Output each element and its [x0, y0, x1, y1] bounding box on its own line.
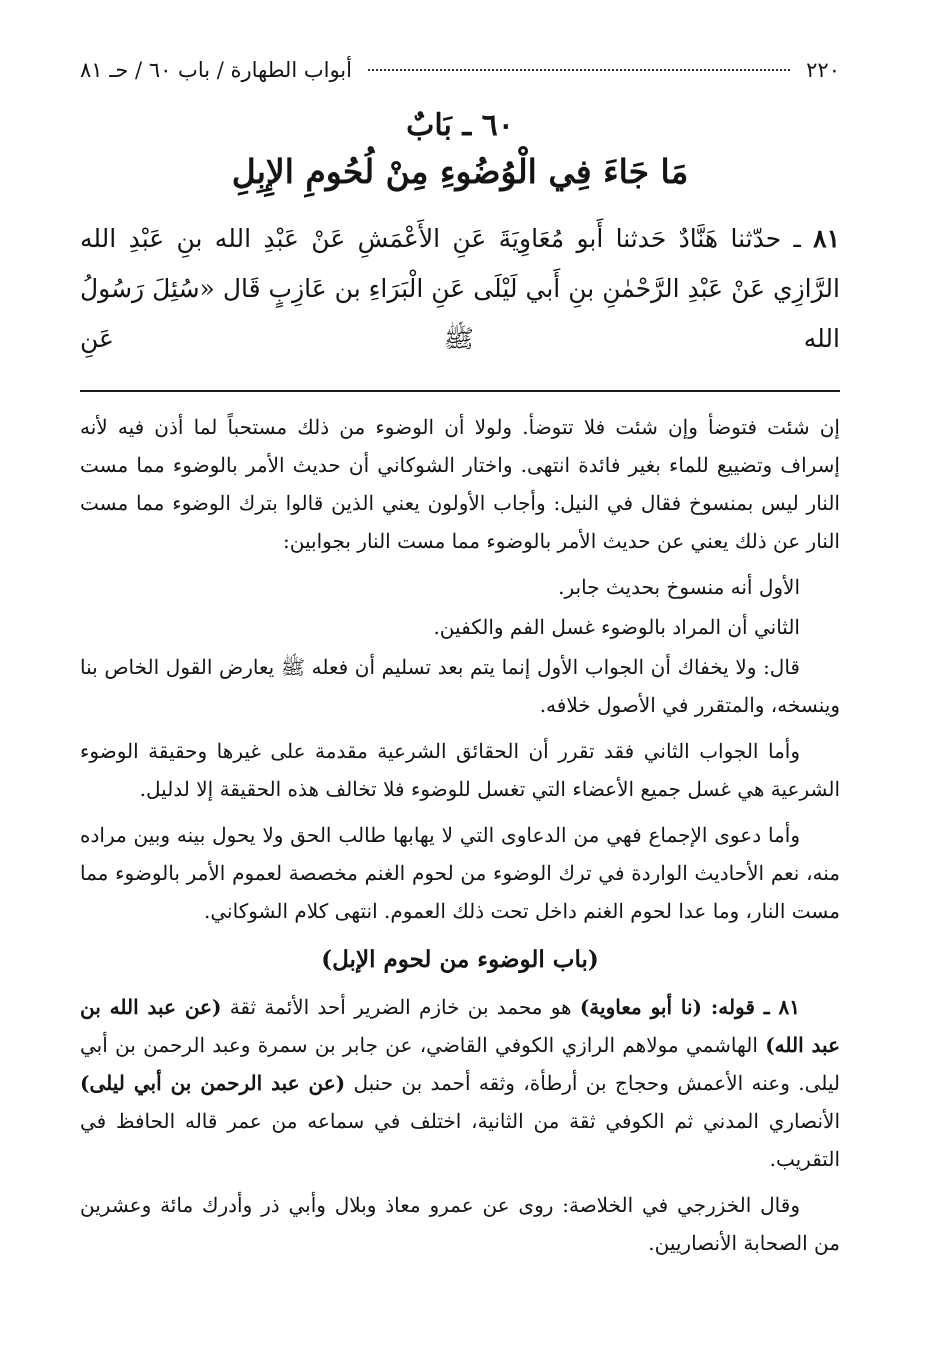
commentary-paragraph: قال: ولا يخفاك أن الجواب الأول إنما يتم بعد تسليم أن فعله ﷺ يعارض القول الخاص بنا وينسخه، والمتقرر في الأصول خلافه.	[80, 655, 840, 717]
page-number: ٢٢٠	[806, 58, 840, 82]
footnote-separator	[80, 390, 840, 392]
chapter-title: مَا جَاءَ فِي الْوُضُوءِ مِنْ لُحُومِ الإِبِلِ	[231, 152, 689, 191]
section-heading: (باب الوضوء من لحوم الإبل)	[321, 946, 599, 973]
narrator-note: الهاشمي مولاهم الرازي الكوفي القاضي، عن جابر بن سمرة وعبد الرحمن بن أبي ليلى. وعنه الأعمش وحجاج بن أرطأة، وثقه أحمد بن حنبل	[80, 1033, 840, 1095]
book-page	[80, 58, 840, 1308]
chapter-reference: أبواب الطهارة / باب ٦٠ / حـ ٨١	[80, 58, 352, 82]
commentary-point-second: الثاني أن المراد بالوضوء غسل الفم والكفين.	[433, 615, 800, 639]
quoted-narrator: (عن عبد الله بن عبد الله)	[80, 995, 841, 1057]
quoted-narrator: ٨١ ـ قوله: (نا أبو معاوية)	[579, 995, 801, 1019]
chapter-number: ٦٠ ـ بَابٌ	[406, 108, 514, 143]
commentary-paragraph: إن شئت فتوضأ وإن شئت فلا تتوضأ. ولولا أن الوضوء من ذلك مستحباً لما أذن فيه لأنه إسراف وتضييع للماء بغير فائدة انتهى. واختار الشوكاني أن حديث الأمر بالوضوء مما مست النار ليس بمنسوخ فقال في النيل: وأجاب الأولون يعني الذين قالوا بترك الوضوء مما مست النار عن ذلك يعني عن حديث الأمر بالوضوء مما مست النار بجوابين:	[80, 415, 840, 553]
narrator-note: هو محمد بن خازم الضرير أحد الأئمة ثقة	[221, 995, 580, 1019]
commentary-point-first: الأول أنه منسوخ بحديث جابر.	[558, 575, 800, 599]
hadith-number: ٨١	[813, 224, 841, 253]
narrator-note: الأنصاري المدني ثم الكوفي ثقة من الثانية، اختلف في سماعه من عمر قاله الحافظ في التقريب.	[80, 1109, 840, 1171]
running-header	[80, 58, 840, 94]
commentary	[80, 408, 840, 1262]
quoted-narrator: (عن عبد الرحمن بن أبي ليلى)	[80, 1071, 346, 1095]
hadith-text	[80, 214, 840, 364]
commentary-paragraph	[80, 988, 840, 1178]
header-dotted-leader	[368, 69, 790, 71]
commentary-paragraph: وقال الخزرجي في الخلاصة: روى عن عمرو معاذ وبلال وأبي ذر وأدرك مائة وعشرين من الصحابة الأنصاريين.	[80, 1193, 840, 1255]
commentary-paragraph: وأما دعوى الإجماع فهي من الدعاوى التي لا يهابها طالب الحق ولا يحول بينه وبين مراده منه، نعم الأحاديث الواردة في ترك الوضوء من لحوم الغنم مخصصة لعموم الأمر بالوضوء مما مست النار، وما عدا لحوم الغنم داخل تحت ذلك العموم. انتهى كلام الشوكاني.	[80, 823, 840, 923]
commentary-paragraph: وأما الجواب الثاني فقد تقرر أن الحقائق الشرعية مقدمة على غيرها وحقيقة الوضوء الشرعية هي غسل جميع الأعضاء التي تغسل للوضوء فلا تخالف هذه الحقيقة إلا لدليل.	[80, 739, 840, 801]
hadith-body: ـ حدّثنا هَنَّادٌ حَدثنا أَبو مُعَاوِيَةَ عَنِ الأَعْمَشِ عَنْ عَبْدِ الله بنِ عَبْدِ الله الرَّازِي عَنْ عَبْدِ الرَّحْمٰنِ بنِ أَبي لَيْلَى عَنِ الْبَرَاءِ بن عَازِبٍ قَال «سُئِلَ رَسُولُ الله ﷺ عَنِ	[80, 224, 840, 353]
